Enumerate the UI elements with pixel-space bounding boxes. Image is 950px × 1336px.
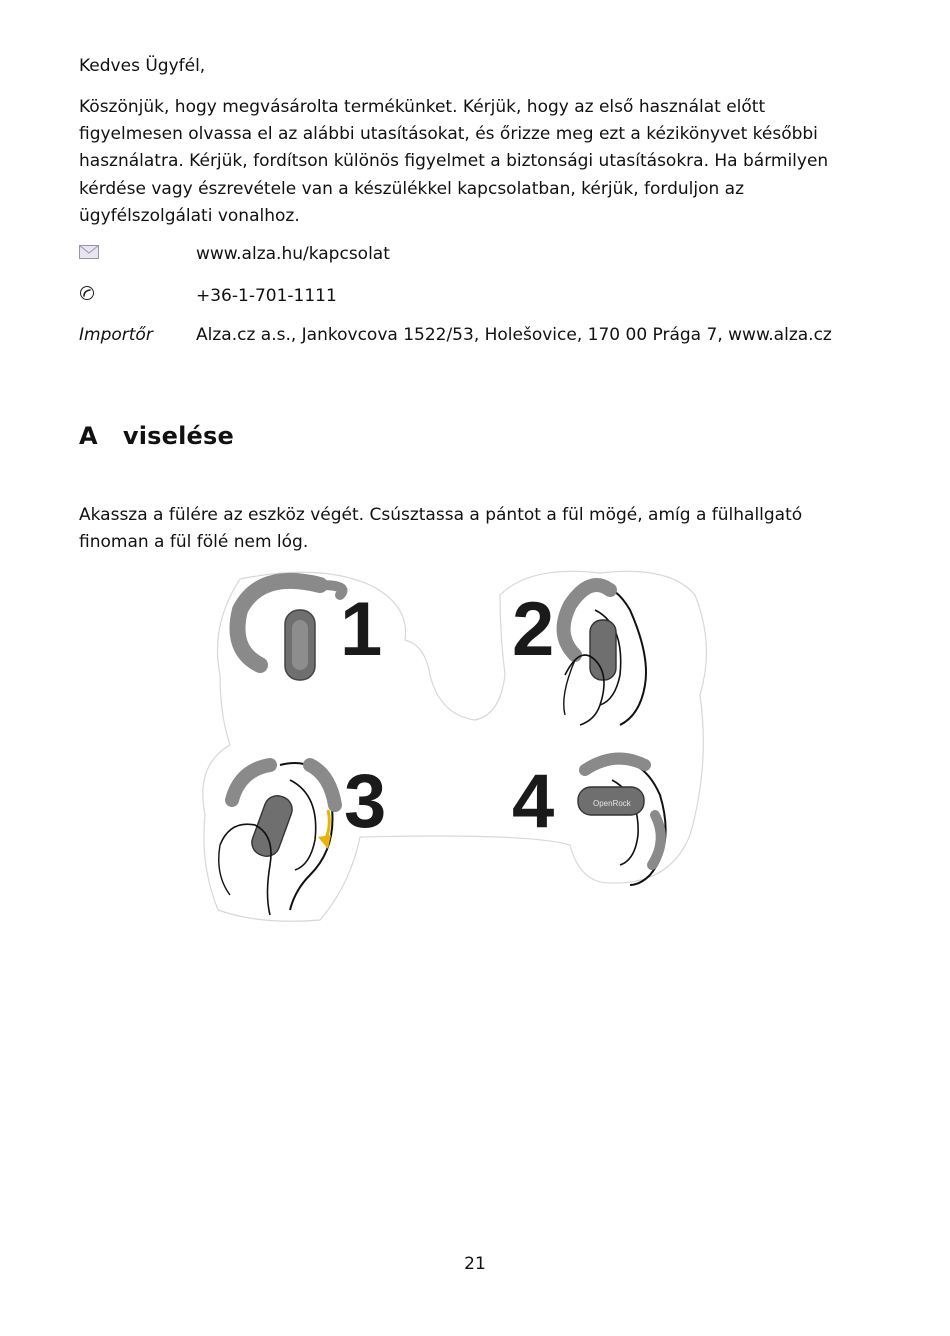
contact-web-row (79, 244, 390, 264)
step-4-number: 4 (512, 759, 555, 844)
contact-phone-row (79, 285, 337, 306)
contact-web-value[interactable]: www.alza.hu/kapcsolat (196, 244, 390, 264)
step-1-figure (238, 581, 343, 680)
mail-icon (79, 245, 99, 259)
step-1-number: 1 (340, 587, 383, 672)
phone-icon (79, 285, 95, 301)
importer-label: Importőr (79, 325, 153, 345)
contact-web-label (79, 244, 196, 264)
contact-importer-row (79, 325, 832, 345)
contact-phone-value: +36-1-701-1111 (196, 285, 337, 306)
section-heading: A viselése (79, 422, 234, 450)
step-3-number: 3 (344, 759, 387, 844)
section-paragraph: Akassza a fülére az eszköz végét. Csúsztassa a pántot a fül mögé, amíg a fülhallgató finoman a fül fölé nem lóg. (79, 505, 803, 553)
step-2-figure (564, 585, 646, 725)
page-number: 21 (464, 1254, 486, 1274)
step-4-figure (578, 759, 666, 885)
contact-phone-label (79, 285, 196, 306)
device-brand-label: OpenRock (593, 799, 631, 808)
step-3-figure (219, 763, 335, 915)
wearing-instructions-illustration (200, 565, 720, 925)
step-2-number: 2 (512, 587, 555, 672)
greeting: Kedves Ügyfél, (79, 56, 206, 76)
importer-value: Alza.cz a.s., Jankovcova 1522/53, Holešovice, 170 00 Prága 7, www.alza.cz (196, 325, 832, 345)
intro-paragraph: Köszönjük, hogy megvásárolta termékünket. Kérjük, hogy az első használat előtt figyelmesen olvassa el az alábbi utasításokat, és őrizze meg ezt a kézikönyvet későbbi használatra. Kérjük, fordítson különös figyelmet a biztonsági utasításokra. Ha bármilyen kérdése vagy észrevétele van a készülékkel kapcsolatban, kérjük, forduljon az ügyfélszolgálati vonalhoz. (79, 97, 829, 226)
